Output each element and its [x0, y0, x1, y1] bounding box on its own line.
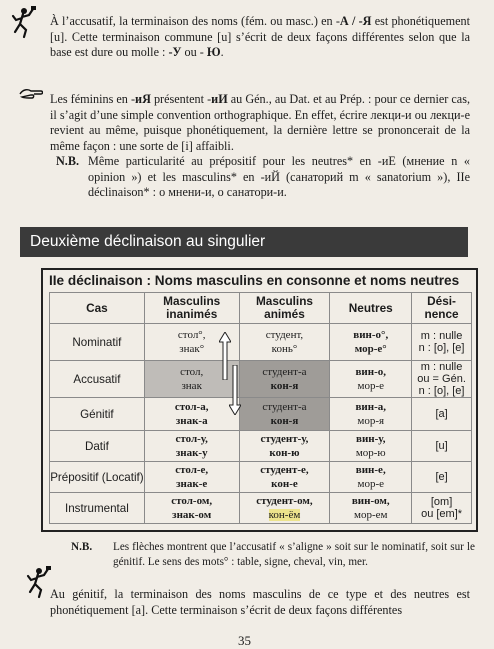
section-banner — [20, 227, 468, 257]
form-cell: студент-у, кон-ю — [239, 431, 330, 462]
header-masc-animate: Masculins animés — [239, 293, 330, 324]
form-cell: стол-е, знак-е — [144, 462, 239, 493]
table-row — [50, 462, 472, 493]
form-cell: студент-а кон-я — [239, 361, 330, 398]
declension-table — [49, 292, 472, 524]
form-cell: вин-а, мор-я — [330, 398, 412, 431]
form-cell: вин-о°, мор-е° — [330, 324, 412, 361]
table-row — [50, 493, 472, 524]
form-cell: стол-а, знак-а — [144, 398, 239, 431]
form-cell: вин-е, мор-е — [330, 462, 412, 493]
case-cell: Instrumental — [50, 493, 145, 524]
form-cell: студент, конь° — [239, 324, 330, 361]
ending-cell: [u] — [412, 431, 472, 462]
form-cell: стол-ом, знак-ом — [144, 493, 239, 524]
case-cell: Génitif — [50, 398, 145, 431]
running-figure-icon — [7, 6, 37, 40]
form-cell: студент-ом, кон-ём — [239, 493, 330, 524]
ending-cell: [a] — [412, 398, 472, 431]
form-cell: вин-ом, мор-ем — [330, 493, 412, 524]
nb-label: N.B. — [56, 154, 80, 168]
case-cell: Datif — [50, 431, 145, 462]
pointing-hand-icon — [19, 86, 43, 102]
form-cell: стол, знак — [144, 361, 239, 398]
form-cell: студент-а кон-я — [239, 398, 330, 431]
nb-text: Les flèches montrent que l’accusatif « s’aligne » soit sur le nominatif, soit sur le génitif. Le sens des mots° : table, signe, cheval, vin, mer. — [113, 541, 475, 568]
ending-cell: m : nulle n : [o], [e] — [412, 324, 472, 361]
header-ending: Dési- nence — [412, 293, 472, 324]
header-masc-inanimate: Masculins inanimés — [144, 293, 239, 324]
genitive-paragraph: Au génitif, la terminaison des noms masculins de ce type et des neutres est phonétiquement [a]. Cette terminaison s’écrit de deux façons différentes — [50, 587, 470, 617]
form-cell: вин-у, мор-ю — [330, 431, 412, 462]
ending-cell: [om] ou [em]* — [412, 493, 472, 524]
form-cell: студент-е, кон-е — [239, 462, 330, 493]
section-title: Deuxième déclinaison au singulier — [30, 233, 266, 250]
case-cell: Accusatif — [50, 361, 145, 398]
nb-note-1 — [56, 154, 470, 201]
form-cell: стол°, знак° — [144, 324, 239, 361]
running-figure-icon — [22, 566, 52, 600]
ending-cell: m : nulle ou = Gén. n : [o], [e] — [412, 361, 472, 398]
nb-text: Même particularité au prépositif pour les neutres* en -иЕ (мнение n « opinion ») et les masculins* en -иЙ (санаторий m « sanatorium »), IIe déclinaison* : о мнени-и, о санатори-и. — [88, 154, 470, 200]
declension-table-box — [41, 268, 478, 532]
arrow-down-icon — [229, 365, 241, 415]
table-row — [50, 398, 472, 431]
accusative-paragraph: À l’accusatif, la terminaison des noms (fém. ou masc.) en -А / -Я est phonétiquement [u]. Cette terminaison commune [u] s’écrit de deux façons différentes selon que la base est dure ou molle : -У ou - Ю. — [50, 14, 470, 60]
case-cell: Prépositif (Locatif) — [50, 462, 145, 493]
table-title: IIe déclinaison : Noms masculins en consonne et noms neutres — [49, 273, 460, 288]
table-header-row — [50, 293, 472, 324]
nb-note-2 — [71, 540, 475, 570]
ending-cell: [e] — [412, 462, 472, 493]
page-number: 35 — [238, 633, 251, 648]
form-cell: вин-о, мор-е — [330, 361, 412, 398]
header-neuter: Neutres — [330, 293, 412, 324]
case-cell: Nominatif — [50, 324, 145, 361]
form-cell: стол-у, знак-у — [144, 431, 239, 462]
table-row — [50, 324, 472, 361]
feminine-paragraph: Les féminins en -иЯ présentent -иИ au Gén., au Dat. et au Prép. : pour ce dernier cas, il s’agit d’une simple convention orthographique. En effet, écrire лекци-и ou лекци-е revient au même, puisque phonétiquement, la dernière lettre se prononcerait de la même façon : une sorte de [i] affaibli. — [50, 92, 470, 153]
nb-label: N.B. — [71, 541, 93, 553]
header-case: Cas — [50, 293, 145, 324]
table-row — [50, 431, 472, 462]
table-row — [50, 361, 472, 398]
